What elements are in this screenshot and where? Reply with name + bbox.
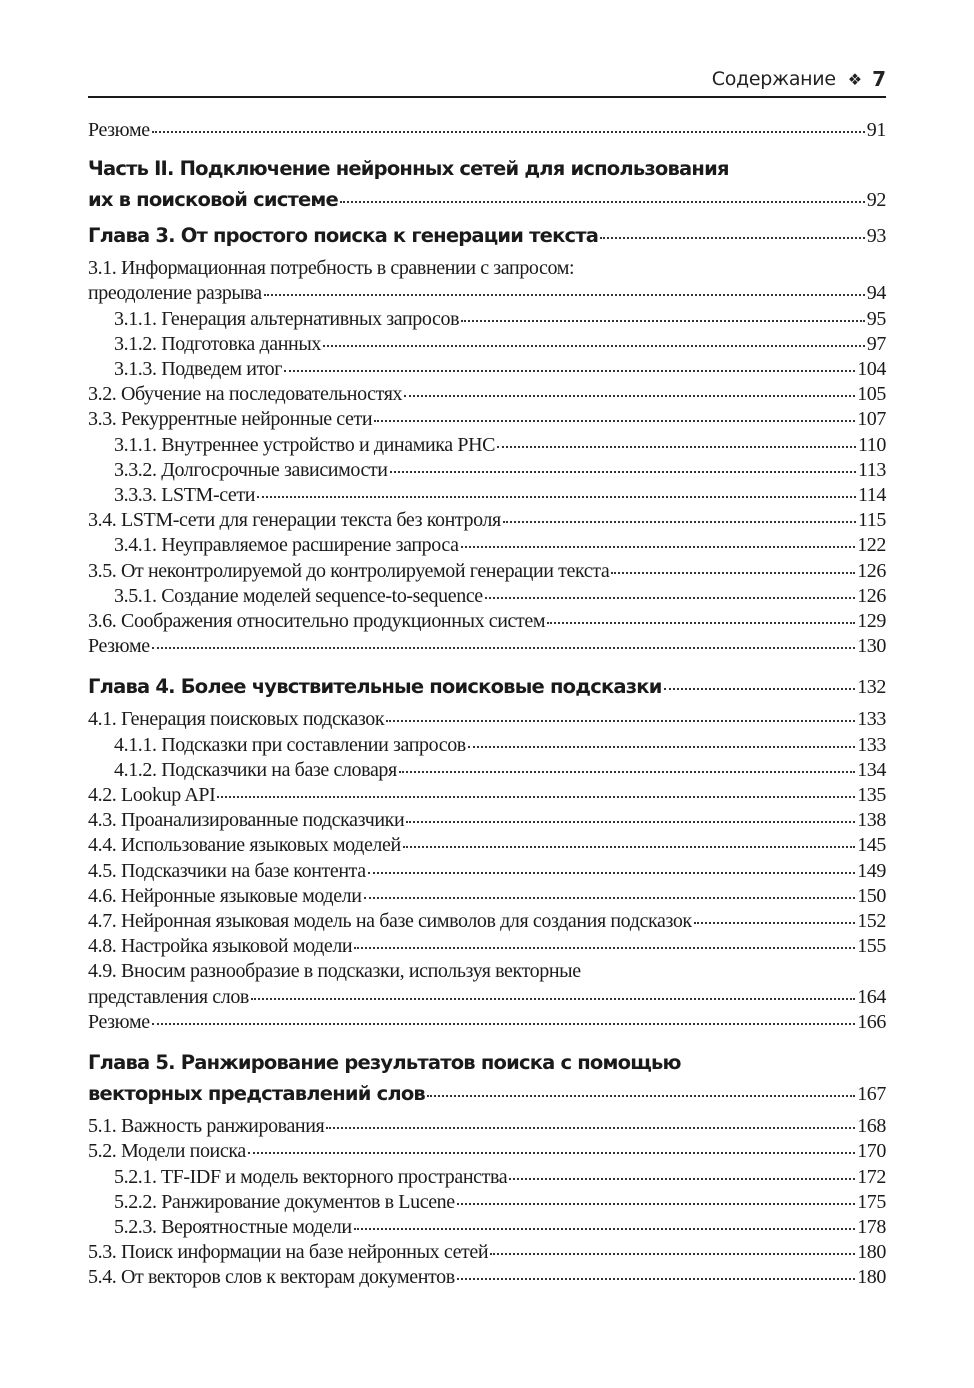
toc-entry[interactable]	[88, 508, 886, 533]
dot-leader	[497, 446, 856, 448]
toc-entry-title: 3.1.1. Внутреннее устройство и динамика РНС	[114, 433, 496, 456]
toc-entry-title-line: 3.1. Информационная потребность в сравнении с запросом:	[88, 257, 575, 280]
toc-entry-title: 5.2.3. Вероятностные модели	[114, 1215, 352, 1238]
dot-leader	[152, 131, 865, 133]
dot-leader	[374, 420, 855, 422]
dot-leader	[364, 897, 856, 899]
toc-page-number: 94	[866, 282, 886, 305]
toc-entry[interactable]	[88, 307, 886, 332]
toc-chapter-line	[88, 184, 886, 216]
toc-page-number: 172	[857, 1165, 886, 1188]
toc-page-number: 92	[866, 189, 886, 212]
toc-entry[interactable]	[88, 758, 886, 783]
toc-entry[interactable]	[88, 458, 886, 483]
dot-leader	[490, 1253, 855, 1255]
toc-entry-title: 5.3. Поиск информации на базе нейронных сетей	[88, 1241, 489, 1264]
toc-chapter[interactable]	[88, 153, 886, 216]
toc-entry-title: Резюме	[88, 1010, 150, 1033]
dot-leader	[468, 746, 855, 748]
dot-leader	[404, 395, 855, 397]
toc-entry[interactable]	[88, 884, 886, 909]
toc-page-number: 133	[857, 708, 886, 731]
toc-entry-multiline[interactable]	[88, 959, 886, 1009]
toc-chapter[interactable]	[88, 1047, 886, 1110]
toc-page-number: 175	[857, 1190, 886, 1213]
toc-entry-title: 4.5. Подсказчики на базе контента	[88, 859, 366, 882]
toc-entry-title: 5.2.2. Ранжирование документов в Lucene	[114, 1190, 455, 1213]
toc-entry[interactable]	[88, 909, 886, 934]
toc-page-number: 129	[857, 610, 886, 633]
page-number: 7	[872, 67, 886, 91]
toc-entry[interactable]	[88, 533, 886, 558]
toc-chapter-title: векторных представлений слов	[88, 1082, 425, 1106]
toc-chapter-title-line: Глава 5. Ранжирование результатов поиска с помощью	[88, 1051, 681, 1075]
dot-leader	[152, 1023, 855, 1025]
toc-page-number: 130	[857, 635, 886, 658]
toc-entry[interactable]	[88, 985, 886, 1010]
dot-leader	[386, 720, 855, 722]
toc-page-number: 132	[857, 676, 886, 699]
toc-entry-title: 5.2.1. TF-IDF и модель векторного пространства	[114, 1165, 508, 1188]
toc-entry[interactable]	[88, 483, 886, 508]
toc-entry[interactable]	[88, 783, 886, 808]
table-of-contents	[88, 118, 886, 1291]
toc-entry[interactable]	[88, 357, 886, 382]
toc-chapter-line	[88, 1078, 886, 1110]
toc-entry[interactable]	[88, 118, 886, 143]
toc-page-number: 168	[857, 1115, 886, 1138]
dot-leader	[323, 345, 865, 347]
toc-entry[interactable]	[88, 609, 886, 634]
toc-entry-title: 5.1. Важность ранжирования	[88, 1115, 325, 1138]
toc-entry[interactable]	[88, 934, 886, 959]
dot-leader	[248, 1152, 855, 1154]
dot-leader	[354, 1228, 856, 1230]
toc-entry[interactable]	[88, 584, 886, 609]
dot-leader	[406, 821, 855, 823]
toc-entry-title: 3.6. Соображения относительно продукционных систем	[88, 610, 546, 633]
toc-page-number: 178	[857, 1215, 886, 1238]
toc-page-number: 134	[857, 758, 886, 781]
toc-entry[interactable]	[88, 733, 886, 758]
toc-entry-title: 4.1.1. Подсказки при составлении запросов	[114, 733, 466, 756]
toc-entry-title: преодоление разрыва	[88, 282, 262, 305]
toc-entry[interactable]	[88, 1190, 886, 1215]
toc-chapter-line	[88, 671, 886, 703]
toc-entry-title: 3.3.3. LSTM-сети	[114, 484, 256, 507]
toc-entry-title: 4.8. Настройка языковой модели	[88, 935, 353, 958]
dot-leader	[461, 320, 865, 322]
toc-entry[interactable]	[88, 407, 886, 432]
toc-entry[interactable]	[88, 1139, 886, 1164]
toc-entry-multiline[interactable]	[88, 256, 886, 306]
running-header-title: Содержание	[711, 68, 836, 90]
toc-entry[interactable]	[88, 281, 886, 306]
dot-leader	[354, 947, 855, 949]
dot-leader	[326, 1127, 855, 1129]
toc-page-number: 166	[857, 1010, 886, 1033]
toc-page-number: 155	[857, 935, 886, 958]
toc-entry-title: 3.4.1. Неуправляемое расширение запроса	[114, 534, 459, 557]
dot-leader	[217, 796, 855, 798]
toc-entry-title: 3.4. LSTM-сети для генерации текста без контроля	[88, 509, 501, 532]
dot-leader	[694, 922, 855, 924]
toc-chapter-title-line: Часть II. Подключение нейронных сетей для использования	[88, 157, 729, 181]
toc-page-number: 180	[857, 1266, 886, 1289]
toc-entry[interactable]	[88, 1265, 886, 1290]
toc-entry-title: 4.3. Проанализированные подсказчики	[88, 809, 405, 832]
toc-entry-title: Резюме	[88, 119, 150, 141]
toc-page-number: 167	[857, 1083, 886, 1106]
dot-leader	[457, 1203, 855, 1205]
toc-entry[interactable]	[88, 859, 886, 884]
dot-leader	[390, 471, 856, 473]
toc-chapter-title: их в поисковой системе	[88, 188, 338, 212]
dot-leader	[485, 597, 855, 599]
toc-page-number: 113	[857, 458, 886, 481]
dot-leader	[251, 998, 855, 1000]
dot-leader	[503, 521, 856, 523]
toc-entry[interactable]	[88, 1165, 886, 1190]
toc-entry-title: 4.1.2. Подсказчики на базе словаря	[114, 758, 397, 781]
toc-entry-title: 4.6. Нейронные языковые модели	[88, 884, 362, 907]
toc-chapter-title: Глава 4. Более чувствительные поисковые подсказки	[88, 675, 662, 699]
toc-entry-title: 4.2. Lookup API	[88, 784, 216, 807]
toc-page-number: 138	[857, 809, 886, 832]
toc-entry-title-line: 4.9. Вносим разнообразие в подсказки, используя векторные	[88, 960, 581, 983]
toc-entry[interactable]	[88, 1114, 886, 1139]
toc-chapter[interactable]	[88, 671, 886, 703]
toc-page-number: 150	[857, 884, 886, 907]
dot-leader	[600, 237, 865, 239]
toc-chapter-line	[88, 220, 886, 252]
toc-entry-title: 4.1. Генерация поисковых подсказок	[88, 708, 385, 731]
toc-entry[interactable]	[88, 382, 886, 407]
toc-entry-title: 3.1.1. Генерация альтернативных запросов	[114, 307, 460, 330]
running-header	[88, 62, 886, 98]
toc-entry-title: представления слов	[88, 985, 249, 1008]
dot-leader	[457, 1278, 855, 1280]
dot-leader	[284, 370, 855, 372]
toc-page-number: 110	[857, 433, 886, 456]
toc-page-number: 145	[857, 834, 886, 857]
dot-leader	[509, 1178, 855, 1180]
toc-page-number: 104	[857, 358, 886, 381]
toc-page-number: 97	[866, 332, 886, 355]
toc-entry[interactable]	[88, 707, 886, 732]
toc-entry-title: 3.5. От неконтролируемой до контролируемой генерации текста	[88, 559, 610, 582]
toc-chapter[interactable]	[88, 220, 886, 252]
dot-leader	[664, 688, 856, 690]
toc-entry-title: 3.3. Рекуррентные нейронные сети	[88, 408, 373, 431]
dot-leader	[399, 771, 855, 773]
dot-leader	[152, 647, 855, 649]
toc-entry[interactable]	[88, 634, 886, 659]
ornament-icon: ❖	[847, 69, 863, 89]
toc-page-number: 115	[857, 509, 886, 532]
dot-leader	[427, 1095, 855, 1097]
toc-page-number: 126	[857, 559, 886, 582]
toc-entry-title: 3.5.1. Создание моделей sequence-to-sequence	[114, 584, 483, 607]
dot-leader	[368, 872, 855, 874]
dot-leader	[257, 496, 856, 498]
toc-entry-title: 3.2. Обучение на последовательностях	[88, 383, 403, 406]
toc-page-number: 95	[866, 307, 886, 330]
toc-page-number: 126	[857, 584, 886, 607]
toc-entry-title: 3.3.2. Долгосрочные зависимости	[114, 458, 388, 481]
toc-page-number: 107	[857, 408, 886, 431]
toc-chapter-title: Глава 3. От простого поиска к генерации текста	[88, 224, 599, 248]
toc-entry[interactable]	[88, 559, 886, 584]
dot-leader	[461, 546, 856, 548]
toc-page-number: 93	[866, 225, 886, 248]
toc-entry-title: 4.7. Нейронная языковая модель на базе символов для создания подсказок	[88, 910, 692, 933]
dot-leader	[403, 846, 855, 848]
toc-page-number: 114	[857, 484, 886, 507]
toc-entry[interactable]	[88, 833, 886, 858]
toc-entry-title: 3.1.2. Подготовка данных	[114, 332, 321, 355]
toc-entry-title: 5.4. От векторов слов к векторам документов	[88, 1266, 455, 1289]
toc-entry[interactable]	[88, 1240, 886, 1265]
toc-page-number: 152	[857, 910, 886, 933]
dot-leader	[340, 201, 865, 203]
toc-entry[interactable]	[88, 433, 886, 458]
toc-page-number: 105	[857, 383, 886, 406]
toc-entry-title: 3.1.3. Подведем итог	[114, 358, 283, 381]
toc-entry-title: 4.4. Использование языковых моделей	[88, 834, 401, 857]
dot-leader	[264, 294, 865, 296]
toc-entry[interactable]	[88, 332, 886, 357]
toc-entry[interactable]	[88, 808, 886, 833]
toc-entry-title: Резюме	[88, 635, 150, 658]
dot-leader	[611, 572, 855, 574]
toc-page-number: 164	[857, 985, 886, 1008]
toc-page-number: 91	[866, 119, 886, 141]
toc-entry-title: 5.2. Модели поиска	[88, 1140, 246, 1163]
toc-entry[interactable]	[88, 1215, 886, 1240]
toc-page-number: 170	[857, 1140, 886, 1163]
toc-page-number: 180	[857, 1241, 886, 1264]
dot-leader	[547, 622, 855, 624]
toc-page-number: 135	[857, 784, 886, 807]
toc-page-number: 149	[857, 859, 886, 882]
toc-page-number: 122	[857, 534, 886, 557]
toc-entry[interactable]	[88, 1010, 886, 1035]
toc-page-number: 133	[857, 733, 886, 756]
